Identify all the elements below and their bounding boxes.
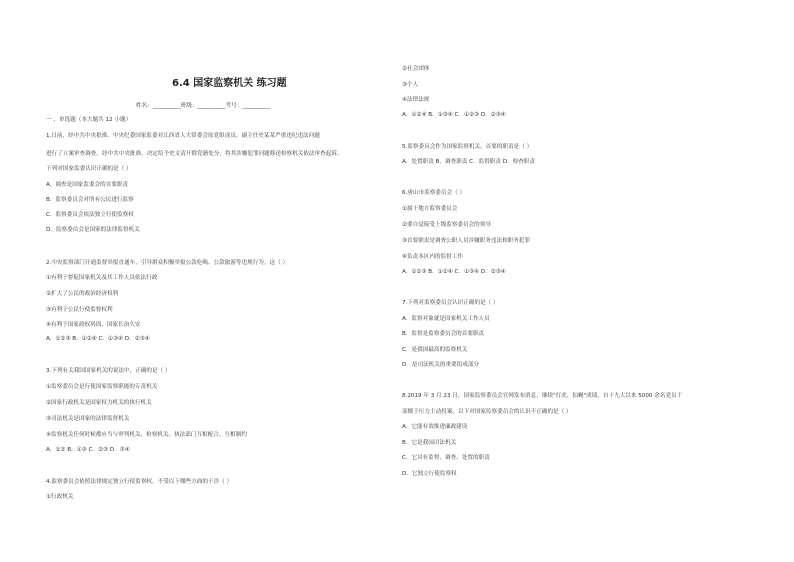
answer-option: B．监察委员会对所有公民进行监察 bbox=[46, 197, 134, 203]
answer-option: ④有利于国家政权巩固，国家长治久安 bbox=[46, 322, 141, 328]
question-stem-line: 1.日前，经中共中央批准，中央纪委国家监委对江西省人大常委会原党组成员、副主任史某某严重违纪违法问题 bbox=[46, 133, 320, 139]
answer-option: ②扩大了公民的政治经济权利 bbox=[46, 291, 119, 297]
question-stem-line: 3.下列有关我国国家机关的说法中，正确的是（ ） bbox=[46, 368, 171, 374]
answer-option: A．监察对象就是国家机关工作人员 bbox=[402, 316, 490, 322]
answer-option: ③司法机关是国家的法律监督机关 bbox=[46, 416, 130, 422]
answer-option: A．处置职责 B．调查职责 C．监督职责 D．检查职责 bbox=[402, 159, 536, 165]
answer-option: A．①②④ B．①③④ C．①②③ D．②③④ bbox=[402, 112, 506, 118]
question-stem-line: 部慑于压力主动投案。以下对国家监察委员会的认识不正确的是（ ） bbox=[402, 409, 572, 415]
answer-option: B．它是我国司法机关 bbox=[402, 440, 457, 446]
answer-option: C．监察委员会依法独立行使监察权 bbox=[46, 212, 134, 218]
answer-option: ③有利于公民行使监督权利 bbox=[46, 307, 113, 313]
answer-option: ①监察委员会是行使国家监察职能的专责机关 bbox=[46, 384, 158, 390]
section-heading: 一 、单选题（本大题共 12 小题） bbox=[46, 117, 132, 123]
answer-option: ①行政机关 bbox=[46, 494, 74, 500]
answer-option: ④负责本区内的监督工作 bbox=[402, 254, 463, 260]
question-stem-line: 7.下列对监察委员会认识正确的是（ ） bbox=[402, 300, 499, 306]
answer-option: B．监督是监察委员会的首要职责 bbox=[402, 331, 485, 337]
answer-option: ②社会团体 bbox=[402, 66, 430, 72]
answer-option: A．①②③ B．①②④ C．①③④ D．②③④ bbox=[402, 269, 506, 275]
answer-option: D．是司法机关的重要组成部分 bbox=[402, 362, 480, 368]
answer-option: A．调查是国家监委会的首要职责 bbox=[46, 182, 129, 188]
answer-option: A．它能有效推进廉政建设 bbox=[402, 424, 468, 430]
question-stem-line: 8.2019 年 3 月 23 日，国家监察委员会官网发布消息，继续"打虎、拍蝇"成绩，自十九大以来 5000 余名党员干 bbox=[402, 393, 683, 399]
answer-option: D．监察委员会是国家的法律监督机关 bbox=[46, 227, 140, 233]
answer-option: ①属于地方监察委员会 bbox=[402, 206, 458, 212]
question-stem-line: 2.中央监察部门开通监督举报直通车，引导群众积极举报公款吃喝、公款旅游等违规行为。这（ ） bbox=[46, 260, 289, 266]
answer-option: ③首要职责是调查公职人员涉嫌职务违法和职务犯罪 bbox=[402, 238, 531, 244]
answer-option: ②国家行政机关是国家权力机关的执行机关 bbox=[46, 400, 152, 406]
page-title: 6.4 国家监察机关 练习题 bbox=[172, 78, 287, 89]
question-stem-line: 5.监察委员会作为国家监察机关，首要的职责是（ ） bbox=[402, 144, 533, 150]
student-info-line: 姓名：__________班级：__________考号：__________ bbox=[136, 103, 271, 109]
answer-option: C．它具有监督、调查、处置的职责 bbox=[402, 455, 490, 461]
answer-option: C．是我国最高的监察机关 bbox=[402, 347, 468, 353]
answer-option: ④法律法规 bbox=[402, 97, 430, 103]
answer-option: ②要自觉接受上级监察委员会的领导 bbox=[402, 222, 491, 228]
answer-option: A．①②③ B．①②④ C．①③④ D．②③④ bbox=[46, 336, 150, 342]
answer-option: ④监察机关任何时候都应当与审判机关、检察机关、执法部门互相配合、互相制约 bbox=[46, 432, 247, 438]
question-stem-line: 进行了立案审查调查。经中共中央批准，决定给予史文清开除党籍处分，将其涉嫌犯罪问题移送检察机关依法审查起诉。 bbox=[46, 151, 343, 157]
answer-option: A．①② B．①③ C．②③ D．③④ bbox=[46, 447, 130, 453]
answer-option: ①有利于督促国家机关及其工作人员依法行政 bbox=[46, 275, 158, 281]
question-stem-line: 4.监察委员会依照法律规定独立行使监察权，不受以下哪些方面的干涉（ ） bbox=[46, 479, 233, 485]
question-stem-line: 6.唐山市监察委员会（ ） bbox=[402, 190, 466, 196]
answer-option: D．它独立行使监察权 bbox=[402, 471, 457, 477]
answer-option: ③个人 bbox=[402, 82, 419, 88]
question-stem-line: 下列对国家监委认识正确的是（ ） bbox=[46, 166, 132, 172]
